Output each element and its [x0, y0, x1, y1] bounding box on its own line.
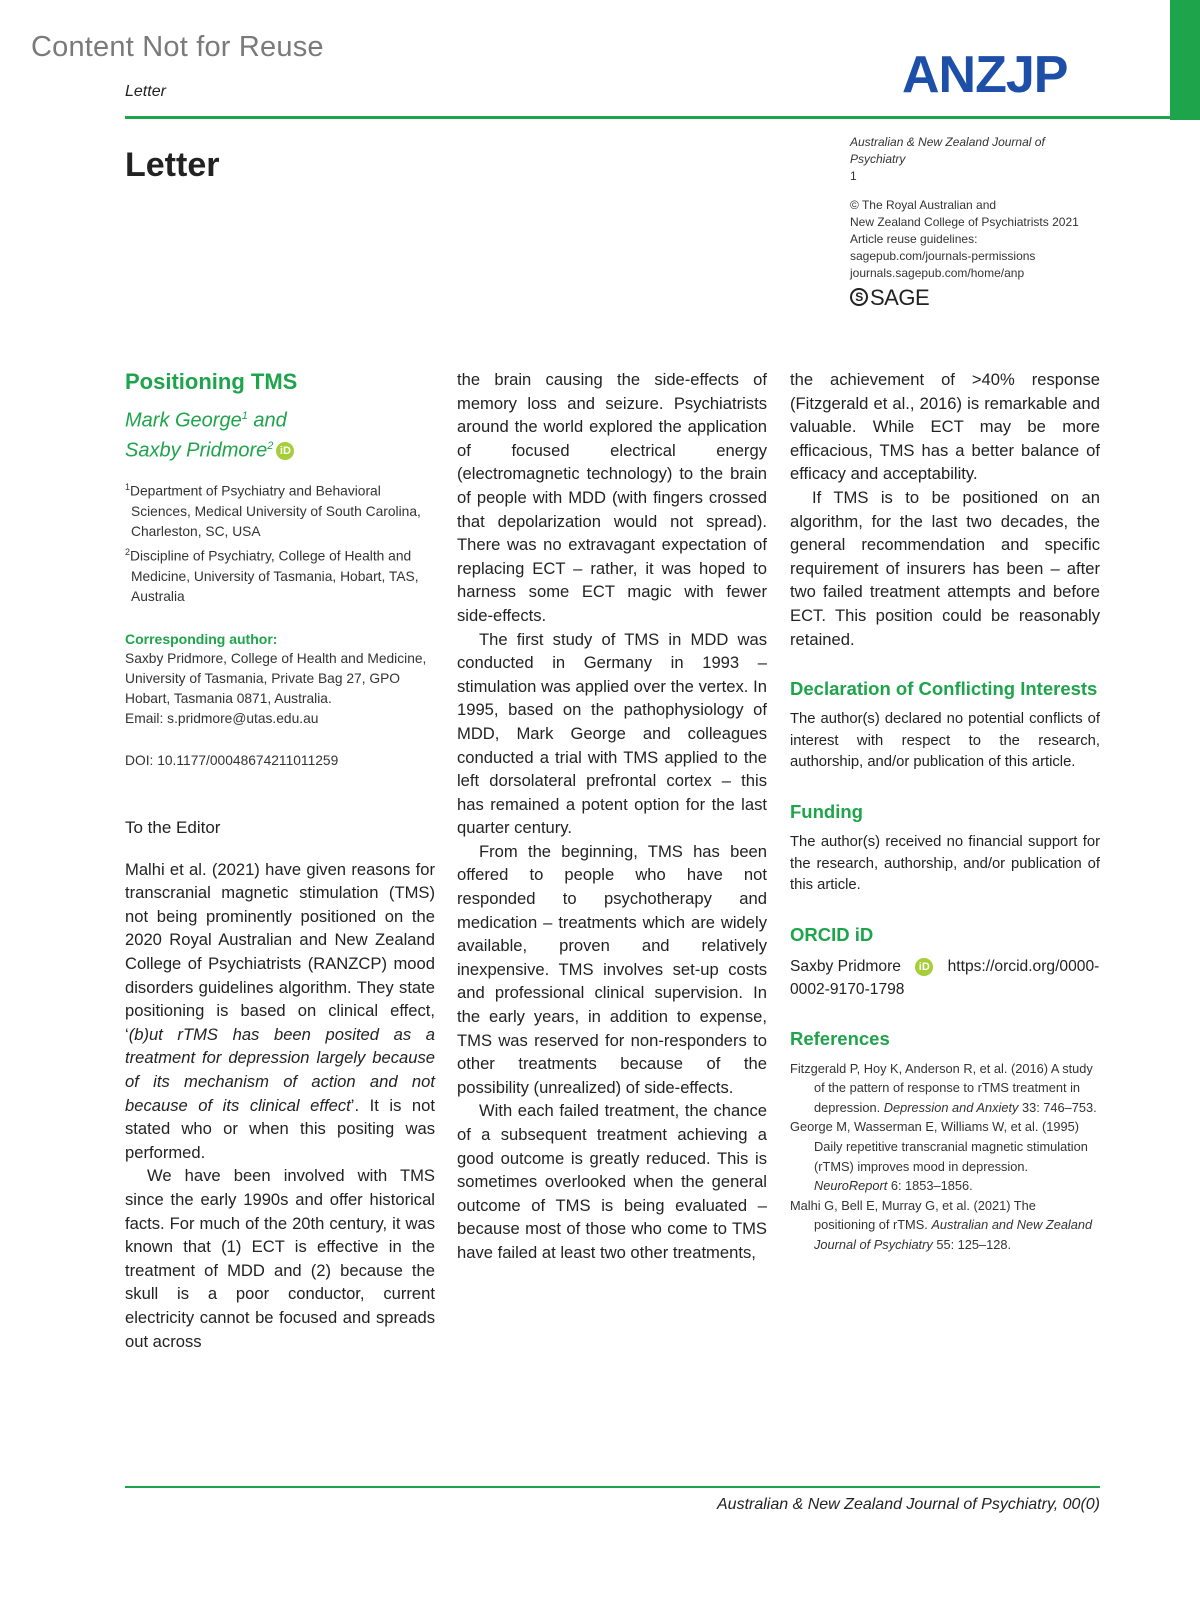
body-paragraph-6: If TMS is to be positioned on an algorithm, for the last two decades, the general recommendation and specific requirement of insurers has been – after two failed treatment attempts and before ECT. This position could be reasonably retained.	[790, 487, 1100, 649]
sage-wordmark: SAGE	[870, 284, 930, 310]
journal-home-link[interactable]: journals.sagepub.com/home/anp	[850, 266, 1025, 280]
corresponding-author-email[interactable]: Email: s.pridmore@utas.edu.au	[125, 710, 319, 726]
reference-list	[790, 1059, 1100, 1255]
body-paragraph-2-part-2: the brain causing the side-effects of memory loss and seizure. Psychiatrists around the world explored the application of focused electrical energy (electromagnetic technology) to the brain of people with MDD (with fingers crossed that depolarization would not spread). There was no extravagant expectation of replacing ECT – rather, it was hoped to harness some ECT magic with fewer side-effects.	[457, 370, 767, 625]
column-1	[125, 368, 435, 1353]
affiliation-2: $^2$Discipline of Psychiatry, College of Health and Medicine, University of Tasmania, Hobart, TAS, Australia	[125, 546, 419, 604]
body-paragraph-2-part-1: We have been involved with TMS since the early 1990s and offer historical facts. For much of the 20th century, it was known that (1) ECT is effective in the treatment of MDD and (2) because the skull is a poor conductor, current electricity cannot be focused and spreads out across	[125, 1166, 435, 1351]
corresponding-author-heading: Corresponding author:	[125, 630, 278, 647]
reuse-label: Article reuse guidelines:	[850, 232, 978, 246]
journal-info-box	[850, 134, 1100, 310]
corresponding-author-address: Saxby Pridmore, College of Health and Medicine, University of Tasmania, Private Bag 27, GPO Hobart, Tasmania 0871, Australia.	[125, 650, 427, 706]
orcid-icon[interactable]: iD	[276, 442, 294, 460]
orcid-entry	[790, 955, 1100, 1001]
body-paragraph-4: From the beginning, TMS has been offered to people who have not responded to psychotherapy and medication – treatments which are widely available, proven and relatively inexpensive. TMS involves set-up costs and professional clinical supervision. In the early years, in addition to expense, TMS was reserved for non-responders to other treatments because of the possibility (unrealized) of side-effects.	[457, 841, 767, 1097]
watermark-text: Content Not for Reuse	[31, 31, 324, 63]
reference-item: Fitzgerald P, Hoy K, Anderson R, et al. (2016) A study of the pattern of response to rTMS treatment in depression. Depression and Anxiety 33: 746–753.	[790, 1060, 1097, 1115]
copyright-line-1: © The Royal Australian and	[850, 198, 997, 212]
top-rule-divider	[125, 116, 1170, 119]
sage-logo	[850, 284, 1100, 310]
journal-logo: ANZJP	[902, 46, 1068, 104]
section-label: Letter	[125, 146, 220, 184]
reference-item: George M, Wasserman E, Williams W, et al. (1995) Daily repetitive transcranial magnetic stimulation (rTMS) improves mood in depression. NeuroReport 6: 1853–1856.	[790, 1119, 1088, 1194]
declaration-heading: Declaration of Conflicting Interests	[790, 678, 1098, 700]
body-paragraph-3: The first study of TMS in MDD was conducted in Germany in 1993 – stimulation was applied over the vertex. In 1995, based on the pathophysiology of MDD, Mark George and colleagues conducted a trial with TMS applied to the left dorsolateral prefrontal cortex – this has remained a potent option for the last quarter century.	[457, 629, 767, 838]
column-3	[790, 368, 1100, 1255]
author-2-affil-sup: 2	[267, 439, 274, 452]
author-list	[125, 404, 435, 463]
copyright-line-2: New Zealand College of Psychiatrists 2021	[850, 215, 1079, 229]
declaration-text: The author(s) declared no potential conflicts of interest with respect to the research, authorship, and/or publication of this article.	[790, 711, 1100, 771]
orcid-icon: iD	[915, 958, 933, 976]
journal-name: Australian & New Zealand Journal of Psychiatry	[850, 135, 1045, 166]
body-paragraph-5-part-1: With each failed treatment, the chance of a subsequent treatment achieving a good outcome is greatly reduced. This is sometimes overlooked when the general outcome of TMS is being evaluated – because most of those who come to TMS have failed at least two other treatments,	[457, 1101, 767, 1262]
sage-s-icon: S	[850, 288, 868, 306]
affiliations	[125, 477, 435, 606]
author-and: and	[247, 409, 287, 432]
funding-heading: Funding	[790, 800, 863, 822]
quoted-text: (b)ut rTMS has been posited as a treatment for depression largely because of its mechanism of action and not because of its clinical effect	[125, 1024, 435, 1115]
page-number: 1	[850, 169, 857, 183]
permissions-link[interactable]: sagepub.com/journals-permissions	[850, 249, 1036, 263]
salutation: To the Editor	[125, 818, 221, 838]
page-footer: Australian & New Zealand Journal of Psychiatry, 00(0)	[717, 1496, 1100, 1513]
running-head: Letter	[125, 83, 166, 100]
orcid-author-name: Saxby Pridmore	[790, 957, 901, 975]
funding-text: The author(s) received no financial support for the research, authorship, and/or publication of this article.	[790, 833, 1100, 894]
affiliation-1: $^1$Department of Psychiatry and Behavioral Sciences, Medical University of South Carolina, Charleston, SC, USA	[125, 482, 421, 539]
doi-line[interactable]: DOI: 10.1177/00048674211011259	[125, 752, 339, 768]
references-heading: References	[790, 1027, 890, 1049]
article-title: Positioning TMS	[125, 369, 298, 394]
bottom-rule-divider	[125, 1486, 1100, 1488]
orcid-heading: ORCID iD	[790, 923, 874, 945]
author-1-name: Mark George	[125, 409, 242, 432]
green-tab-decoration	[1170, 0, 1200, 120]
orcid-url-link[interactable]: https://orcid.org/0000-0002-9170-1798	[790, 957, 1100, 998]
body-paragraph-1: Malhi et al. (2021) have given reasons for transcranial magnetic stimulation (TMS) not being prominently positioned on the 2020 Royal Australian and New Zealand College of Psychiatrists (RANZCP) mood disorders guidelines algorithm. They state positioning is based on clinical effect, ‘(b)ut rTMS has been posited as a treatment for depression largely because of its mechanism of action and not because of its clinical effect’. It is not stated who or when this positing was performed.	[125, 859, 435, 1162]
reference-item: Malhi G, Bell E, Murray G, et al. (2021) The positioning of rTMS. Australian and New Zealand Journal of Psychiatry 55: 125–128.	[790, 1197, 1093, 1253]
author-1-affil-sup: 1	[241, 410, 248, 422]
body-paragraph-5-part-2: the achievement of >40% response (Fitzgerald et al., 2016) is remarkable and valuable. While ECT may be more efficacious, TMS has a better balance of efficacy and acceptability.	[790, 370, 1100, 484]
column-2	[457, 368, 767, 1265]
author-2-name: Saxby Pridmore	[125, 439, 268, 462]
